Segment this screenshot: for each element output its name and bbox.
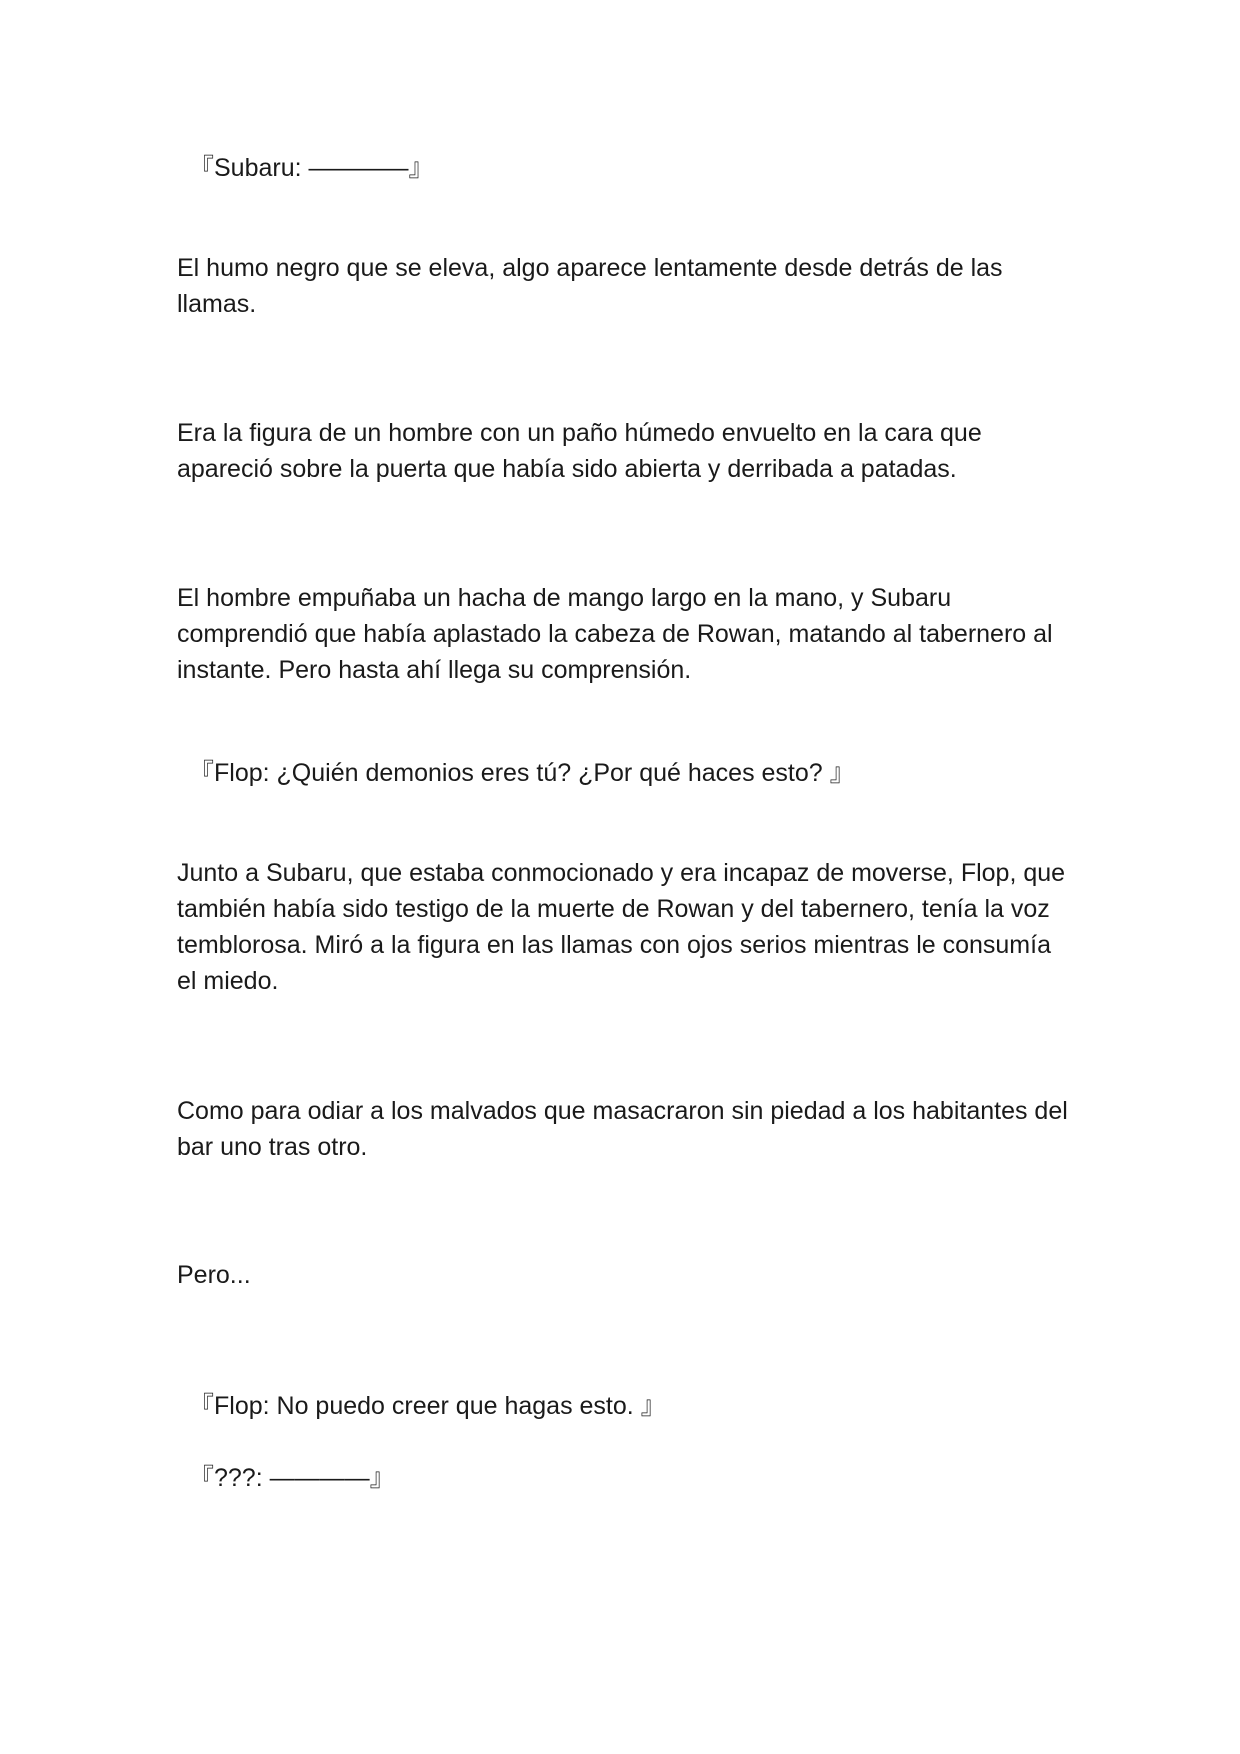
dialogue-flop-question: 『Flop: ¿Quién demonios eres tú? ¿Por qué haces esto? 』 [189,759,855,787]
dialogue-flop-disbelief: 『Flop: No puedo creer que hagas esto. 』 [189,1392,666,1420]
paragraph-axe: El hombre empuñaba un hacha de mango largo en la mano, y Subaru comprendió que había aplastado la cabeza de Rowan, matando al tabernero al instante. Pero hasta ahí llega su comprensión. [177,584,1053,684]
paragraph-smoke: El humo negro que se eleva, algo aparece lentamente desde detrás de las llamas. [177,254,1003,318]
paragraph-flop-trembling: Junto a Subaru, que estaba conmocionado y era incapaz de moverse, Flop, que también había sido testigo de la muerte de Rowan y del tabernero, tenía la voz temblorosa. Miró a la figura en las llamas con ojos serios mientras le consumía el miedo. [177,859,1066,995]
paragraph-villains: Como para odiar a los malvados que masacraron sin piedad a los habitantes del bar uno tras otro. [177,1097,1068,1161]
dialogue-unknown: 『???: ————』 [189,1464,395,1492]
dialogue-subaru: 『Subaru: ————』 [189,154,434,182]
paragraph-but: Pero... [177,1261,251,1289]
paragraph-figure: Era la figura de un hombre con un paño húmedo envuelto en la cara que apareció sobre la puerta que había sido abierta y derribada a patadas. [177,419,982,483]
